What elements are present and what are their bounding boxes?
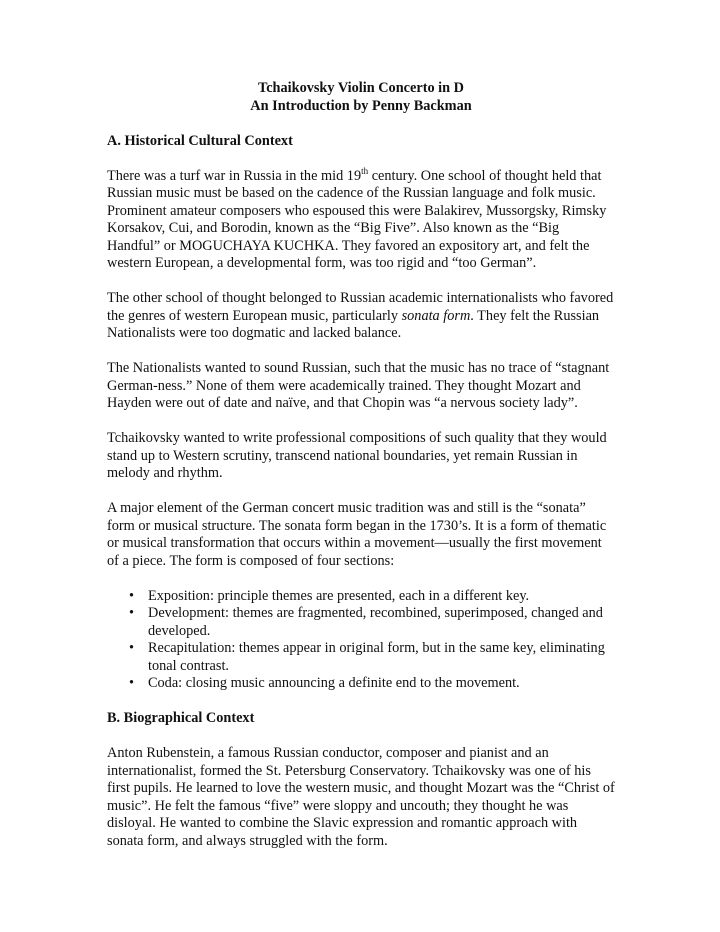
section-a-paragraph-4: Tchaikovsky wanted to write professional compositions of such quality that they would stand up to Western scrutiny, transcend national boundaries, yet remain Russian in melody and rhythm.: [107, 430, 607, 481]
section-a-paragraph-1: [107, 165, 615, 273]
section-b-paragraph-1: Anton Rubenstein, a famous Russian conductor, composer and pianist and an internationalist, formed the St. Petersburg Conservatory. Tchaikovsky was one of his first pupils. He learned to love the western music, and thought Mozart was the “Christ of music”. He felt the famous “five” were sloppy and uncouth; they thought he was disloyal. He wanted to combine the Slavic expression and romantic approach with sonata form, and always struggled with the form.: [107, 745, 615, 849]
list-item-text: Exposition: principle themes are presented, each in a different key.: [148, 587, 530, 604]
document-title: Tchaikovsky Violin Concerto in D: [257, 80, 465, 96]
bullet-icon: •: [129, 605, 135, 621]
paragraph-text: century. One school of thought held that Russian music must be based on the cadence of the Russian language and folk music. Prominent amateur composers who espoused this were Balakirev, Mussorgsky, Rimsky Korsakov, Cui, and Borodin, known as the “Big Five”. Also known as the “Big Handful” or MOGUCHAYA KUCHKA. They favored an expository art, and felt the western European, a developmental form, was too rigid and “too German”.: [107, 167, 607, 271]
spacer: [107, 115, 615, 133]
list-item: [129, 640, 615, 675]
superscript-ordinal: th: [361, 165, 369, 176]
section-a-paragraph-3: The Nationalists wanted to sound Russian, such that the music has no trace of “stagnant German-ness.” None of them were academically trained. They thought Mozart and Hayden were out of date and naïve, and that Chopin was “a nervous society lady”.: [107, 360, 610, 411]
section-b-heading: B. Biographical Context: [107, 710, 255, 726]
section-a-paragraph-5: A major element of the German concert music tradition was and still is the “sonata” form or musical structure. The sonata form began in the 1730’s. It is a form of thematic or musical transformation that occurs within a movement—usually the first movement of a piece. The form is composed of four sections:: [107, 500, 607, 569]
paragraph-text: There was a turf war in Russia in the mid 19: [107, 167, 362, 184]
list-item-text: Development: themes are fragmented, recombined, superimposed, changed and developed.: [148, 605, 603, 639]
emphasis-text: sonata form: [401, 307, 471, 324]
spacer: [107, 728, 615, 746]
bullet-icon: •: [129, 587, 135, 604]
bullet-icon: •: [129, 640, 135, 656]
spacer: [107, 273, 615, 291]
bullet-icon: •: [129, 675, 135, 691]
list-item: [129, 675, 615, 693]
list-item-text: Recapitulation: themes appear in original form, but in the same key, eliminating tonal contrast.: [148, 640, 605, 674]
list-item: [129, 588, 615, 606]
spacer: [107, 693, 615, 711]
spacer: [107, 483, 615, 501]
document-page: [107, 80, 615, 850]
document-subtitle: An Introduction by Penny Backman: [250, 97, 472, 114]
list-item: [129, 605, 615, 640]
list-item-text: Coda: closing music announcing a definite end to the movement.: [148, 675, 520, 691]
section-a-paragraph-2: [107, 290, 615, 343]
spacer: [107, 570, 615, 588]
paragraph-text: The other school of thought belonged to Russian academic internationalists who favored the genres of western European music, particularly: [107, 290, 614, 324]
paragraph-text: . They felt the Russian Nationalists were too dogmatic and lacked balance.: [107, 307, 600, 341]
spacer: [107, 343, 615, 361]
sonata-sections-list: [107, 588, 615, 693]
section-a-heading: A. Historical Cultural Context: [107, 132, 293, 149]
spacer: [107, 413, 615, 431]
